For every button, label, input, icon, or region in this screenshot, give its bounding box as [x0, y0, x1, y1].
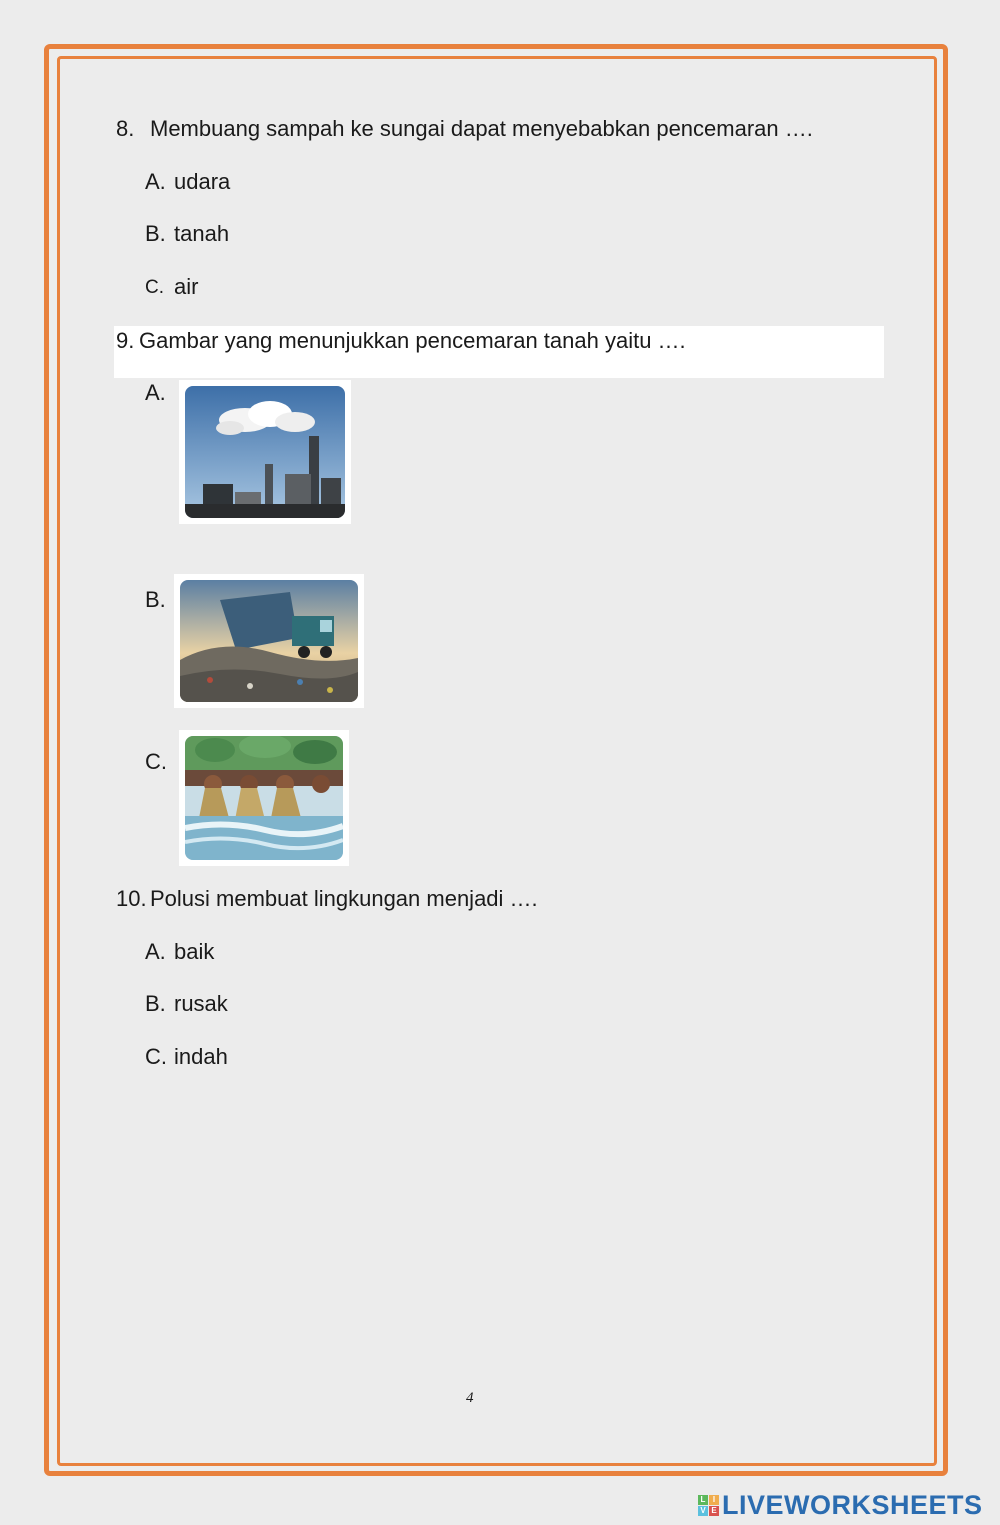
- pipe-wastewater-photo[interactable]: [179, 730, 349, 866]
- q10-option-b-text[interactable]: rusak: [174, 991, 228, 1016]
- q8-option-c-text[interactable]: air: [174, 274, 199, 299]
- factory-smoke-photo[interactable]: [179, 380, 351, 524]
- garbage-dump-truck-photo[interactable]: [174, 574, 364, 708]
- q8-option-a-text[interactable]: udara: [174, 169, 231, 194]
- q8-option-c-letter[interactable]: C.: [145, 277, 164, 298]
- q10-option-a-text[interactable]: baik: [174, 939, 215, 964]
- q10-option-a-letter[interactable]: A.: [145, 939, 166, 964]
- question-10-text: Polusi membuat lingkungan menjadi ….: [150, 886, 538, 911]
- question-10-number: 10.: [116, 886, 147, 911]
- q8-option-a-letter[interactable]: A.: [145, 169, 166, 194]
- logo-letter-e: E: [709, 1506, 719, 1516]
- q10-option-c-letter[interactable]: C.: [145, 1044, 167, 1069]
- logo-letter-i: I: [709, 1495, 719, 1505]
- liveworksheets-wordmark: LIVEWORKSHEETS: [722, 1489, 983, 1520]
- liveworksheets-brand[interactable]: [698, 1490, 983, 1520]
- page-number: 4: [466, 1390, 474, 1406]
- q9-option-a-letter[interactable]: A.: [145, 380, 166, 405]
- logo-letter-l: L: [698, 1495, 708, 1505]
- q9-option-b-letter[interactable]: B.: [145, 587, 166, 612]
- q10-option-b-letter[interactable]: B.: [145, 991, 166, 1016]
- question-9-number: 9.: [116, 328, 135, 353]
- liveworksheets-logo-icon: [698, 1495, 719, 1516]
- q9-option-c-letter[interactable]: C.: [145, 749, 167, 774]
- q10-option-c-text[interactable]: indah: [174, 1044, 228, 1069]
- question-8-text: Membuang sampah ke sungai dapat menyebabkan pencemaran ….: [150, 116, 813, 141]
- q8-option-b-text[interactable]: tanah: [174, 221, 230, 246]
- logo-letter-v: V: [698, 1506, 708, 1516]
- question-8-number: 8.: [116, 116, 135, 141]
- q8-option-b-letter[interactable]: B.: [145, 221, 166, 246]
- question-9-text: Gambar yang menunjukkan pencemaran tanah yaitu ….: [139, 328, 686, 353]
